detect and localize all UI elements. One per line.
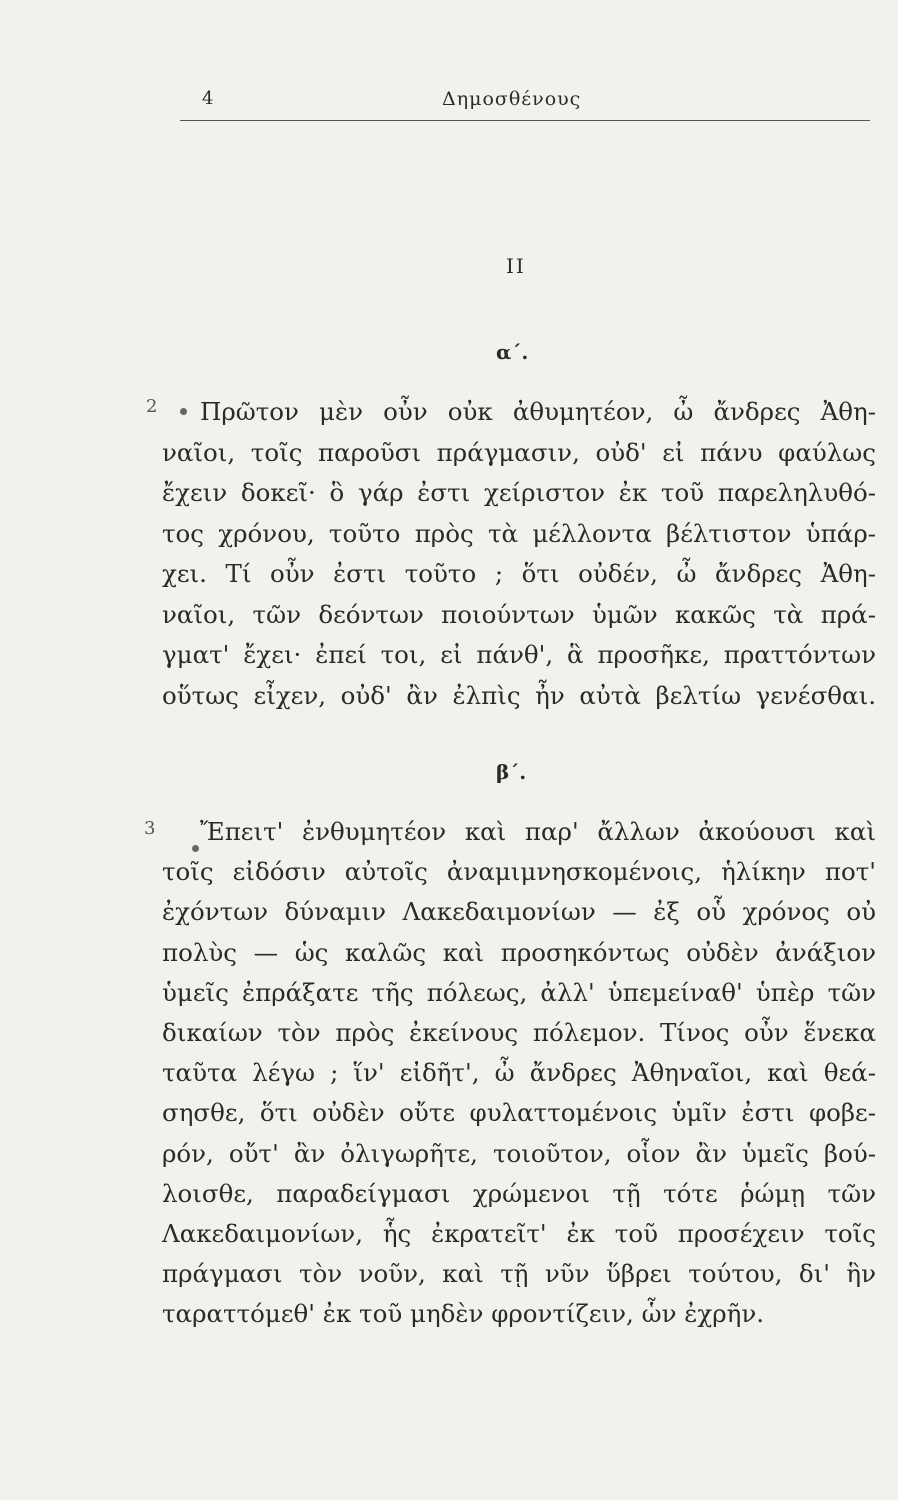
text-line: ἐχόντων δύναμιν Λακεδαιμονίων — ἐξ οὗ χρόνος οὐ [162,897,876,927]
paragraph-beta [162,812,876,1334]
running-title: Δημοσθένους [442,88,582,110]
header-rule [180,120,870,121]
section-heading-beta: β΄. [496,760,527,784]
text-line: σησθε, ὅτι οὐδὲν οὔτε φυλαττομένοις ὑμῖν ἐστι φοβε- [162,1098,876,1128]
text-line: γματ' ἔχει· ἐπεί τοι, εἰ πάνθ', ἃ προσῆκε, πραττόντων [162,640,876,669]
page-number: 4 [202,88,214,109]
text-line: δικαίων τὸν πρὸς ἐκείνους πόλεμον. Τίνος οὖν ἕνεκα [162,1017,876,1047]
margin-number-3: 3 [144,818,156,839]
text-line: οὕτως εἶχεν, οὐδ' ἂν ἐλπὶς ἦν αὐτὰ βελτίω γενέσθαι. [162,680,876,710]
text-line: λοισθε, παραδείγμασι χρώμενοι τῇ τότε ῥώμῃ τῶν [162,1178,876,1208]
text-line: χει. Τί οὖν ἐστι τοῦτο ; ὅτι οὐδέν, ὦ ἄνδρες Ἀθη- [162,559,876,588]
text-line: ἔχειν δοκεῖ· ὃ γάρ ἐστι χείριστον ἐκ τοῦ παρεληλυθό- [162,478,876,507]
text-line: Πρῶτον μὲν οὖν οὐκ ἀθυμητέον, ὦ ἄνδρες Ἀθη- [200,397,876,426]
section-heading-alpha: α΄. [496,340,529,364]
text-line: τος χρόνου, τοῦτο πρὸς τὰ μέλλοντα βέλτιστον ὑπάρ- [162,518,876,548]
text-line: ταῦτα λέγω ; ἵν' εἰδῆτ', ὦ ἄνδρες Ἀθηναῖοι, καὶ θεά- [162,1058,876,1088]
text-line: τοῖς εἰδόσιν αὐτοῖς ἀναμιμνησκομένοις, ἡλίκην ποτ' [162,857,876,887]
margin-number-2: 2 [146,396,158,417]
text-line: ταραττόμεθ' ἐκ τοῦ μηδὲν φροντίζειν, ὧν ἐχρῆν. [162,1299,765,1329]
text-line: ναῖοι, τοῖς παροῦσι πράγμασιν, οὐδ' εἰ πάνυ φαύλως [162,437,876,467]
paragraph-alpha [162,392,876,716]
text-line: ναῖοι, τῶν δεόντων ποιούντων ὑμῶν κακῶς τὰ πρά- [162,599,876,629]
text-line: πράγμασι τὸν νοῦν, καὶ τῇ νῦν ὕβρει τούτου, δι' ἣν [162,1259,876,1289]
section-number: II [506,254,526,278]
text-line: Λακεδαιμονίων, ἧς ἐκρατεῖτ' ἐκ τοῦ προσέχειν τοῖς [162,1218,876,1248]
text-line: ὑμεῖς ἐπράξατε τῆς πόλεως, ἀλλ' ὑπεμείναθ' ὑπὲρ τῶν [162,977,876,1007]
text-line: ρόν, οὔτ' ἂν ὀλιγωρῆτε, τοιοῦτον, οἷον ἂν ὑμεῖς βού- [162,1138,876,1168]
text-line: πολὺς — ὡς καλῶς καὶ προσηκόντως οὐδὲν ἀνάξιον [162,937,876,967]
page-header [180,82,872,122]
text-line: Ἔπειτ' ἐνθυμητέον καὶ παρ' ἄλλων ἀκούουσι καὶ [200,817,876,846]
